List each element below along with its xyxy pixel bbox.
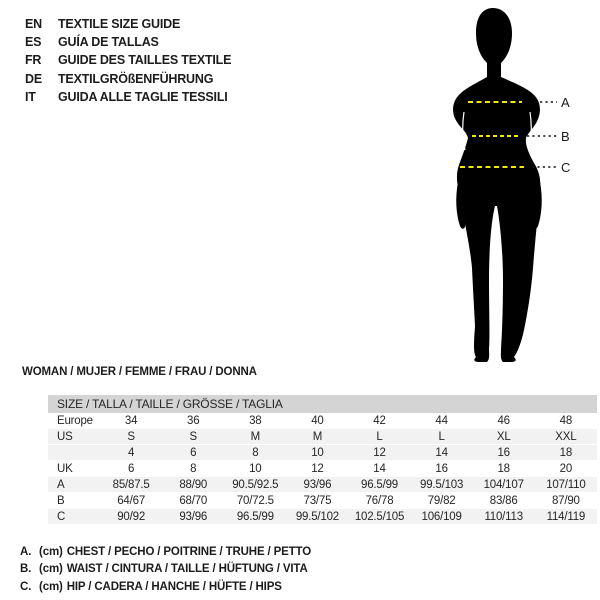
size-cell: M — [286, 429, 348, 445]
size-cell: 4 — [100, 445, 162, 461]
size-cell: 106/109 — [411, 509, 473, 525]
legend-row-chest — [20, 544, 311, 561]
size-cell: 88/90 — [162, 477, 224, 493]
legend-key: A. — [20, 546, 32, 558]
row-label: US — [48, 429, 100, 445]
size-table — [48, 395, 597, 525]
legend-row-waist — [20, 561, 311, 578]
measurement-legend — [20, 544, 311, 596]
language-code: DE — [25, 71, 42, 86]
woman-silhouette — [453, 8, 540, 362]
size-cell: 85/87.5 — [100, 477, 162, 493]
size-cell: 99.5/102 — [286, 509, 348, 525]
legend-key: C. — [20, 580, 32, 593]
size-cell: 12 — [286, 461, 348, 477]
size-cell: 90.5/92.5 — [224, 477, 286, 493]
size-cell: 20 — [535, 461, 597, 477]
size-cell: 10 — [286, 445, 348, 461]
size-cell: 18 — [535, 445, 597, 461]
body-measurement-figure — [400, 0, 600, 380]
legend-unit: (cm) — [39, 563, 63, 576]
size-cell: 42 — [348, 413, 410, 429]
language-title: GUIDE DES TAILLES TEXTILE — [58, 53, 232, 68]
size-cell: L — [348, 429, 410, 445]
size-cell: 110/113 — [473, 509, 535, 525]
language-title: TEXTILE SIZE GUIDE — [58, 17, 181, 31]
row-label: B — [48, 493, 100, 509]
waist-marker-label: B — [561, 129, 570, 144]
size-cell: S — [100, 429, 162, 445]
size-cell: 34 — [100, 413, 162, 429]
language-code: EN — [25, 17, 42, 31]
size-cell: 99.5/103 — [411, 477, 473, 493]
size-cell: L — [411, 429, 473, 445]
size-cell: 12 — [348, 445, 410, 461]
size-cell: 104/107 — [473, 477, 535, 493]
size-cell: 46 — [473, 413, 535, 429]
language-row — [25, 88, 231, 106]
table-row-uk — [48, 461, 597, 477]
language-row — [25, 70, 231, 88]
legend-unit: (cm) — [39, 580, 63, 593]
size-cell: 96.5/99 — [224, 509, 286, 525]
size-cell: 14 — [348, 461, 410, 477]
size-cell: 40 — [286, 413, 348, 429]
size-cell: 8 — [224, 445, 286, 461]
size-cell: 8 — [162, 461, 224, 477]
size-table-header-row — [48, 395, 597, 413]
row-label: A — [48, 477, 100, 493]
size-cell: 83/86 — [473, 493, 535, 509]
language-code: IT — [25, 89, 36, 104]
size-cell: 16 — [411, 461, 473, 477]
row-label: UK — [48, 461, 100, 477]
size-cell: 18 — [473, 461, 535, 477]
size-cell: 87/90 — [535, 493, 597, 509]
size-cell: 90/92 — [100, 509, 162, 525]
legend-label: HIP / CADERA / HANCHE / HÜFTE / HIPS — [66, 580, 282, 593]
size-cell: 6 — [100, 461, 162, 477]
size-cell: M — [224, 429, 286, 445]
size-cell: 114/119 — [535, 509, 597, 525]
table-row-hip — [48, 509, 597, 525]
size-cell: 68/70 — [162, 493, 224, 509]
size-cell: 76/78 — [348, 493, 410, 509]
size-cell: 96.5/99 — [348, 477, 410, 493]
legend-key: B. — [20, 563, 32, 576]
legend-label: CHEST / PECHO / POITRINE / TRUHE / PETTO — [66, 546, 311, 558]
legend-unit: (cm) — [39, 546, 63, 558]
size-cell: 107/110 — [535, 477, 597, 493]
size-cell: 16 — [473, 445, 535, 461]
size-table-header: SIZE / TALLA / TAILLE / GRÖSSE / TAGLIA — [48, 395, 597, 413]
table-row-europe — [48, 413, 597, 429]
table-row-us-letter — [48, 429, 597, 445]
language-title: GUÍA DE TALLAS — [58, 35, 159, 50]
size-cell: 93/96 — [286, 477, 348, 493]
language-title: GUIDA ALLE TAGLIE TESSILI — [58, 89, 228, 104]
language-row — [25, 51, 231, 69]
size-cell: 102.5/105 — [348, 509, 410, 525]
size-cell: 10 — [224, 461, 286, 477]
hip-marker-label: C — [561, 160, 571, 175]
row-label: Europe — [48, 413, 100, 429]
woman-silhouette-graphic — [400, 0, 600, 380]
table-row-waist — [48, 493, 597, 509]
size-cell: S — [162, 429, 224, 445]
size-cell: 70/72.5 — [224, 493, 286, 509]
language-title-list — [25, 15, 231, 106]
size-cell: XL — [473, 429, 535, 445]
size-cell: 48 — [535, 413, 597, 429]
chest-marker-label: A — [561, 95, 570, 110]
size-cell: 44 — [411, 413, 473, 429]
size-cell: 79/82 — [411, 493, 473, 509]
size-cell: 93/96 — [162, 509, 224, 525]
section-title-woman: WOMAN / MUJER / FEMME / FRAU / DONNA — [22, 366, 257, 378]
language-code: ES — [25, 35, 42, 50]
language-row — [25, 33, 231, 51]
language-title: TEXTILGRÖßENFÜHRUNG — [58, 71, 214, 86]
table-row-chest — [48, 477, 597, 493]
legend-label: WAIST / CINTURA / TAILLE / HÜFTUNG / VITA — [66, 563, 308, 576]
size-cell: 64/67 — [100, 493, 162, 509]
legend-row-hip — [20, 579, 311, 596]
size-cell: XXL — [535, 429, 597, 445]
language-code: FR — [25, 53, 42, 68]
size-cell: 6 — [162, 445, 224, 461]
language-row — [25, 15, 231, 33]
size-cell: 14 — [411, 445, 473, 461]
size-cell: 36 — [162, 413, 224, 429]
size-cell: 38 — [224, 413, 286, 429]
row-label — [48, 445, 100, 461]
size-cell: 73/75 — [286, 493, 348, 509]
table-row-us-numeric — [48, 445, 597, 461]
row-label: C — [48, 509, 100, 525]
